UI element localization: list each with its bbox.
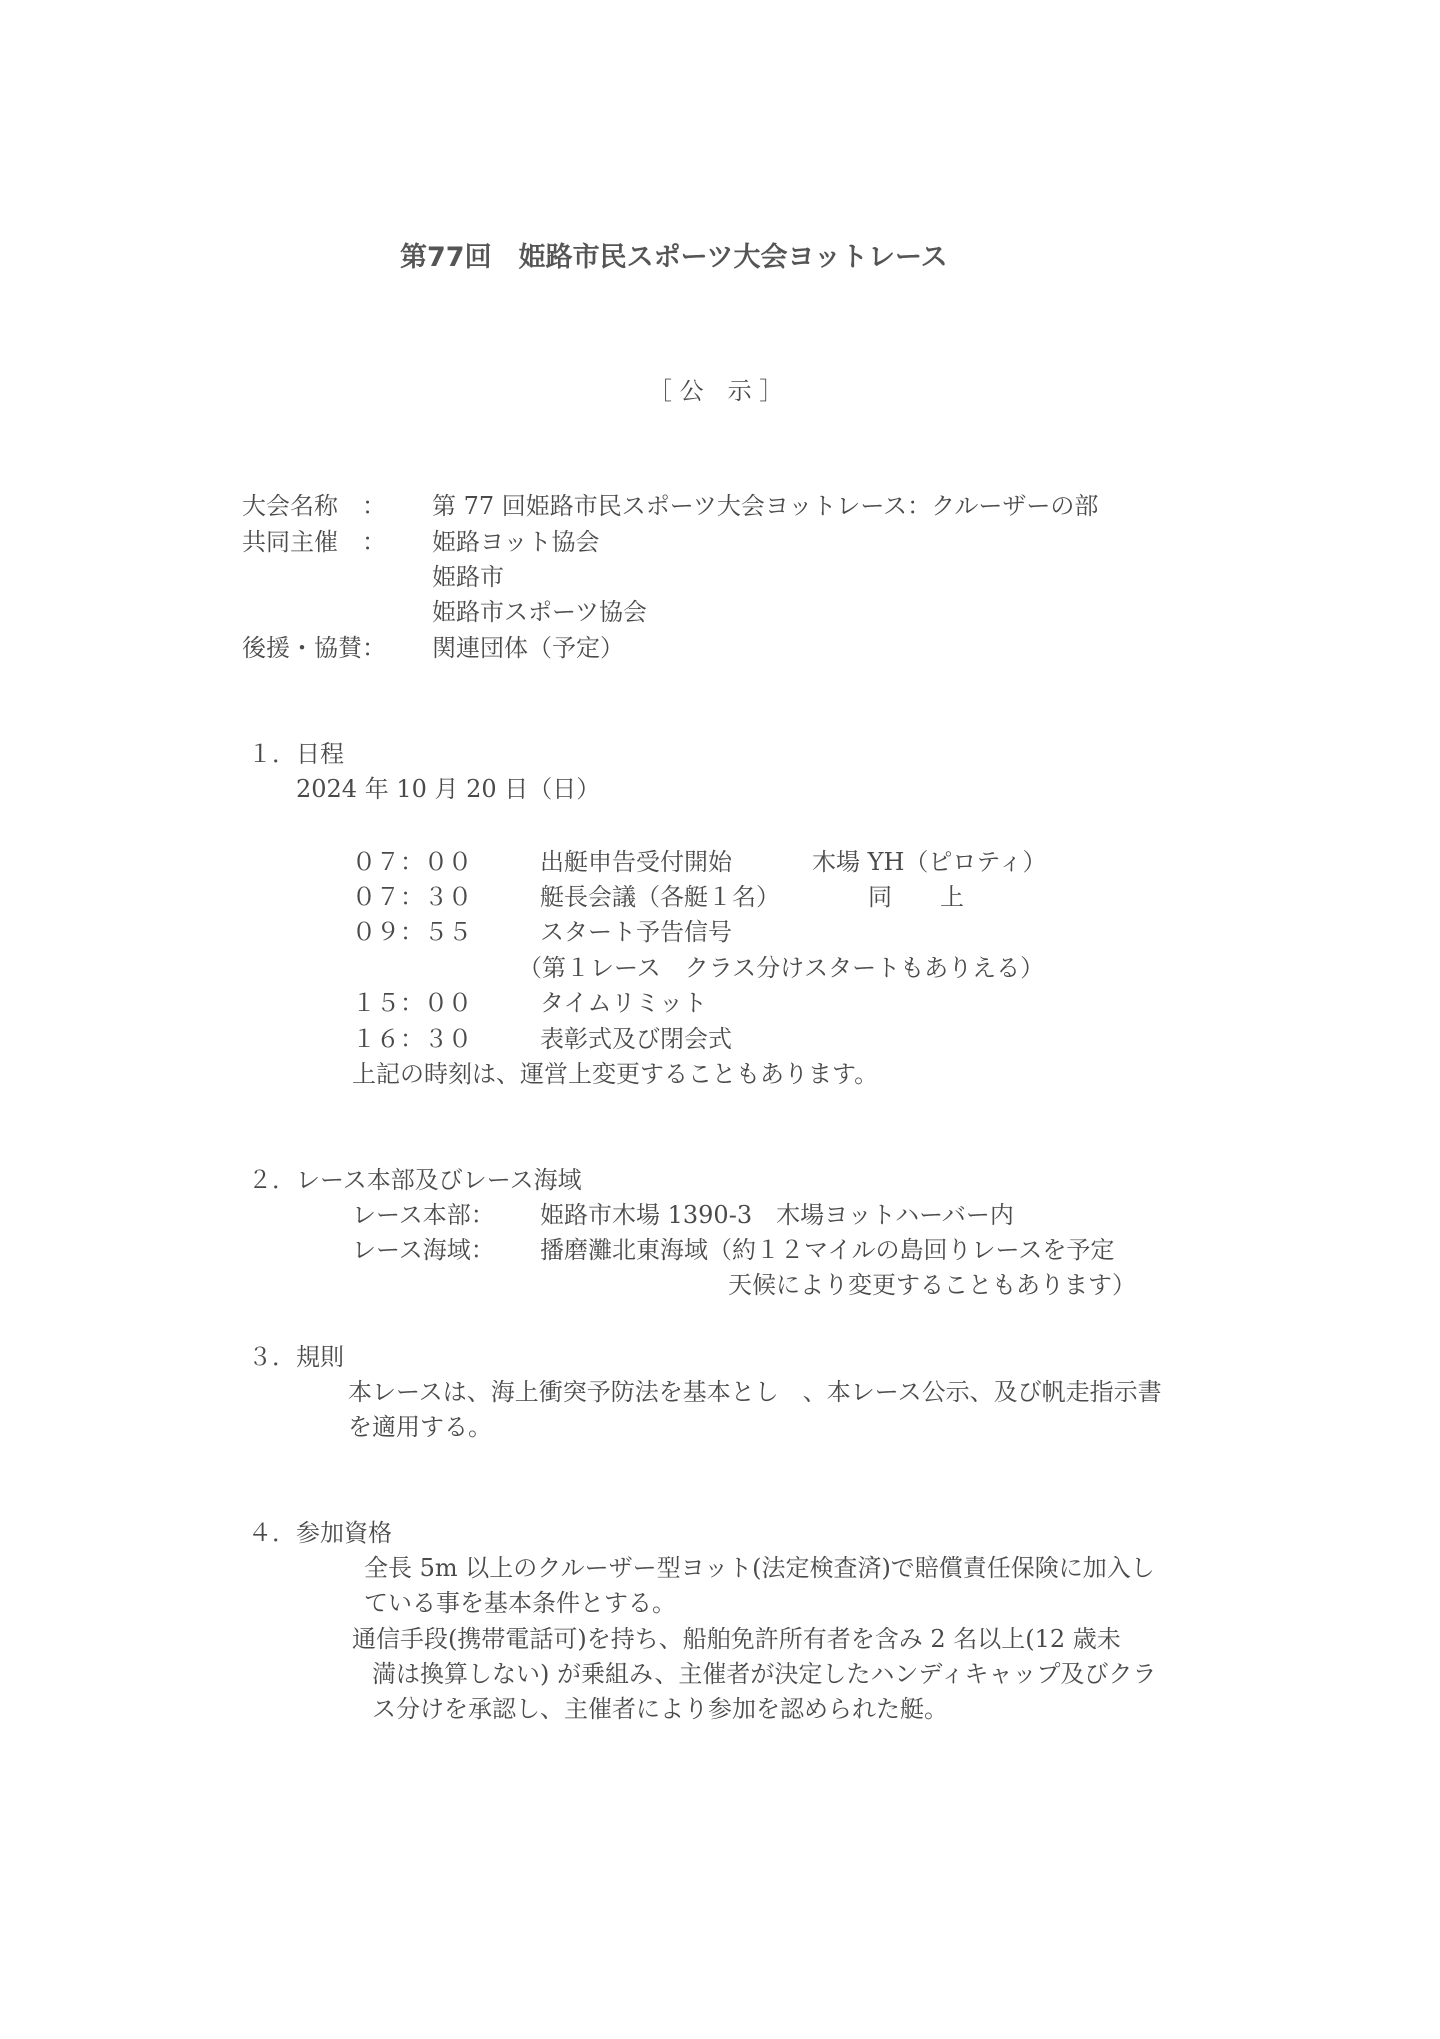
schedule-start-note: （第１レース クラス分けスタートもありえる） — [518, 954, 1045, 982]
sponsors: 関連団体（予定） — [432, 634, 624, 662]
schedule-date: 2024 年 10 月 20 日（日） — [296, 775, 601, 803]
event-name: 第 77 回姫路市民スポーツ大会ヨットレース：クルーザーの部 — [432, 492, 1099, 520]
schedule-event: 艇長会議（各艇１名） — [540, 883, 780, 911]
race-area: 播磨灘北東海域（約１２マイルの島回りレースを予定 — [540, 1236, 1115, 1264]
eligibility-line: 通信手段(携帯電話可)を持ち、船舶免許所有者を含み 2 名以上(12 歳未 — [352, 1625, 1121, 1653]
schedule-time: ０９：５５ — [352, 918, 472, 946]
organizers-label: 共同主催 ： — [242, 528, 386, 556]
event-name-label: 大会名称 ： — [242, 492, 386, 520]
schedule-event: 表彰式及び閉会式 — [540, 1025, 732, 1053]
rules-line: 本レースは、海上衝突予防法を基本とし 、本レース公示、及び帆走指示書 — [348, 1378, 1162, 1406]
eligibility-line: 満は換算しない) が乗組み、主催者が決定したハンディキャップ及びクラ — [372, 1660, 1157, 1688]
race-hq-label: レース本部： — [352, 1201, 495, 1229]
race-area-cont: 天候により変更することもあります） — [728, 1271, 1136, 1299]
notice-heading: ［ 公 示 ］ — [648, 377, 784, 405]
schedule-place: 木場 YH（ピロティ） — [812, 848, 1047, 876]
eligibility-line: 全長 5m 以上のクルーザー型ヨット(法定検査済)で賠償責任保険に加入し — [364, 1554, 1155, 1582]
schedule-time: ０７：３０ — [352, 883, 472, 911]
rules-heading: ３．規則 — [248, 1343, 344, 1371]
schedule-event: タイムリミット — [540, 989, 708, 1017]
sponsors-label: 後援・協賛： — [242, 634, 386, 662]
race-hq: 姫路市木場 1390-3 木場ヨットハーバー内 — [540, 1201, 1014, 1229]
schedule-place: 同 上 — [868, 883, 964, 911]
race-area-heading: ２．レース本部及びレース海域 — [248, 1166, 582, 1194]
eligibility-line: ス分けを承認し、主催者により参加を認められた艇。 — [372, 1695, 948, 1723]
schedule-note: 上記の時刻は、運営上変更することもあります。 — [352, 1060, 879, 1088]
schedule-heading: １．日程 — [248, 740, 344, 768]
schedule-time: １５：００ — [352, 989, 472, 1017]
schedule-time: ０７：００ — [352, 848, 472, 876]
eligibility-line: ている事を基本条件とする。 — [364, 1589, 676, 1617]
schedule-time: １６：３０ — [352, 1025, 472, 1053]
race-area-label: レース海域： — [352, 1236, 495, 1264]
document-title: 第77回 姫路市民スポーツ大会ヨットレース — [400, 242, 948, 273]
rules-line: を適用する。 — [348, 1413, 492, 1441]
eligibility-heading: ４．参加資格 — [248, 1519, 392, 1547]
schedule-event: スタート予告信号 — [540, 918, 732, 946]
organizer-item: 姫路市 — [432, 563, 504, 591]
schedule-event: 出艇申告受付開始 — [540, 848, 732, 876]
organizer-item: 姫路ヨット協会 — [432, 528, 600, 556]
organizer-item: 姫路市スポーツ協会 — [432, 598, 648, 626]
